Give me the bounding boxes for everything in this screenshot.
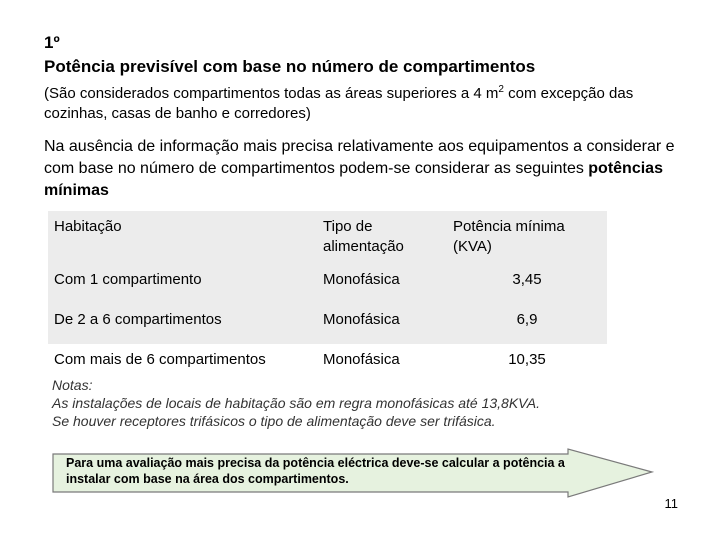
notes-block [52,376,652,430]
subtitle [44,80,684,124]
heading-number: 1º [44,33,60,52]
table-header-row [48,211,607,264]
notes-line-1: As instalações de locais de habitação são em regra monofásicas até 13,8KVA. [52,395,540,411]
page-number: 11 [664,496,678,511]
header-tipo: Tipo de alimentação [317,211,447,264]
cell-potencia: 6,9 [447,304,607,344]
intro-paragraph [44,136,694,202]
subtitle-after: com excepção das cozinhas, casas de banho e corredores) [44,85,634,122]
callout-text: Para uma avaliação mais precisa da potência eléctrica deve-se calcular a potência a instalar com base na área dos compartimentos. [66,456,565,486]
subtitle-sup: 2 [498,84,504,95]
table-row [48,304,607,344]
cell-potencia: 10,35 [447,344,607,380]
table-row [48,344,607,380]
cell-habitacao: Com 1 compartimento [48,264,317,304]
cell-habitacao: Com mais de 6 compartimentos [48,344,317,380]
paragraph-text: Na ausência de informação mais precisa relativamente aos equipamentos a considerar e com base no número de compartimentos podem-se considerar as seguintes [44,138,675,177]
paragraph-bold: potências mínimas [44,160,663,199]
notes-title: Notas: [52,377,93,393]
subtitle-before: (São considerados compartimentos todas as áreas superiores a 4 m [44,85,499,102]
cell-tipo: Monofásica [317,344,447,380]
power-table [48,211,607,380]
notes-line-2: Se houver receptores trifásicos o tipo de alimentação deve ser trifásica. [52,413,496,429]
table-row [48,264,607,304]
cell-habitacao: De 2 a 6 compartimentos [48,304,317,344]
cell-potencia: 3,45 [447,264,607,304]
cell-tipo: Monofásica [317,304,447,344]
cell-tipo: Monofásica [317,264,447,304]
heading-title: Potência previsível com base no número de compartimentos [44,57,536,76]
slide-heading [44,31,535,79]
header-habitacao: Habitação [48,211,317,264]
header-potencia: Potência mínima (KVA) [447,211,607,264]
